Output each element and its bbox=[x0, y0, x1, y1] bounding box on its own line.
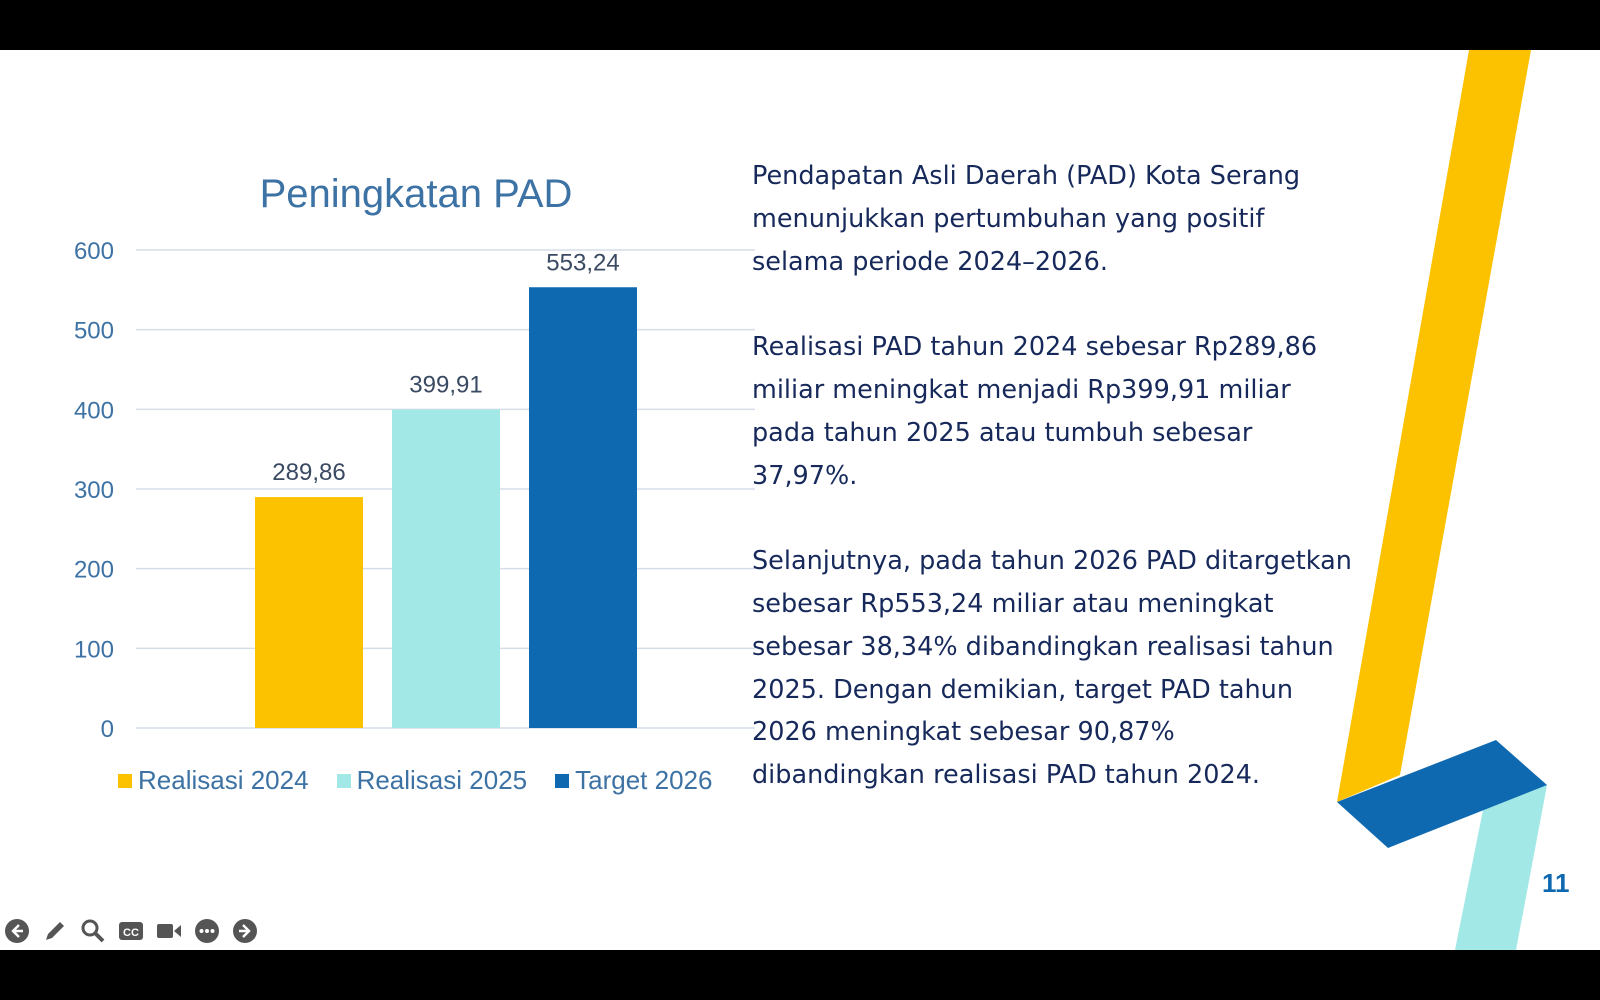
chart-legend bbox=[118, 765, 712, 796]
zoom-icon[interactable] bbox=[80, 918, 106, 944]
y-tick-label: 200 bbox=[73, 556, 114, 584]
y-tick-label: 400 bbox=[73, 397, 114, 425]
legend-label: Realisasi 2025 bbox=[356, 765, 528, 795]
y-tick-label: 100 bbox=[73, 636, 114, 664]
paragraph-realisasi: Realisasi PAD tahun 2024 sebesar Rp289,86 miliar meningkat menjadi Rp399,91 miliar pada tahun 2025 atau tumbuh sebesar 37,97%. bbox=[752, 332, 1318, 491]
bar bbox=[392, 409, 500, 728]
bar-chart bbox=[0, 50, 780, 950]
paragraph-target: Selanjutnya, pada tahun 2026 PAD ditargetkan sebesar Rp553,24 miliar atau meningkat sebesar 38,34% dibandingkan realisasi tahun 2025. Dengan demikian, target PAD tahun 2026 meningkat sebesar 90,87% dibandingkan realisasi PAD tahun 2024. bbox=[752, 546, 1352, 791]
video-icon[interactable] bbox=[156, 918, 182, 944]
y-tick-label: 0 bbox=[100, 716, 114, 743]
yellow-ribbon bbox=[1337, 50, 1531, 802]
legend-item-target-2026 bbox=[555, 765, 712, 796]
legend-swatch bbox=[337, 774, 351, 788]
legend-item-realisasi-2024 bbox=[118, 765, 309, 796]
svg-text:CC: CC bbox=[123, 927, 139, 939]
forward-icon[interactable] bbox=[232, 918, 258, 944]
data-label: 289,86 bbox=[272, 459, 346, 487]
legend-swatch bbox=[118, 774, 132, 788]
legend-swatch bbox=[555, 774, 569, 788]
data-label: 399,91 bbox=[409, 371, 483, 399]
pen-icon[interactable] bbox=[42, 918, 68, 944]
y-tick-label: 300 bbox=[73, 477, 114, 504]
data-label: 553,24 bbox=[546, 249, 620, 277]
legend-label: Target 2026 bbox=[575, 765, 713, 795]
chart-title: Peningkatan PAD bbox=[259, 172, 573, 216]
presentation-controls bbox=[4, 918, 258, 944]
captions-icon[interactable] bbox=[118, 918, 144, 944]
legend-label: Realisasi 2024 bbox=[138, 765, 309, 795]
y-tick-label: 600 bbox=[73, 238, 114, 265]
y-tick-label: 500 bbox=[73, 317, 114, 345]
slide bbox=[0, 50, 1600, 950]
description-text bbox=[752, 155, 1352, 840]
more-icon[interactable] bbox=[194, 918, 220, 944]
back-icon[interactable] bbox=[4, 918, 30, 944]
legend-item-realisasi-2025 bbox=[337, 765, 528, 796]
bar bbox=[255, 497, 363, 728]
paragraph-intro: Pendapatan Asli Daerah (PAD) Kota Serang menunjukkan pertumbuhan yang positif selama periode 2024–2026. bbox=[752, 161, 1301, 277]
page-number: 11 bbox=[1542, 868, 1570, 898]
bar bbox=[529, 287, 637, 728]
